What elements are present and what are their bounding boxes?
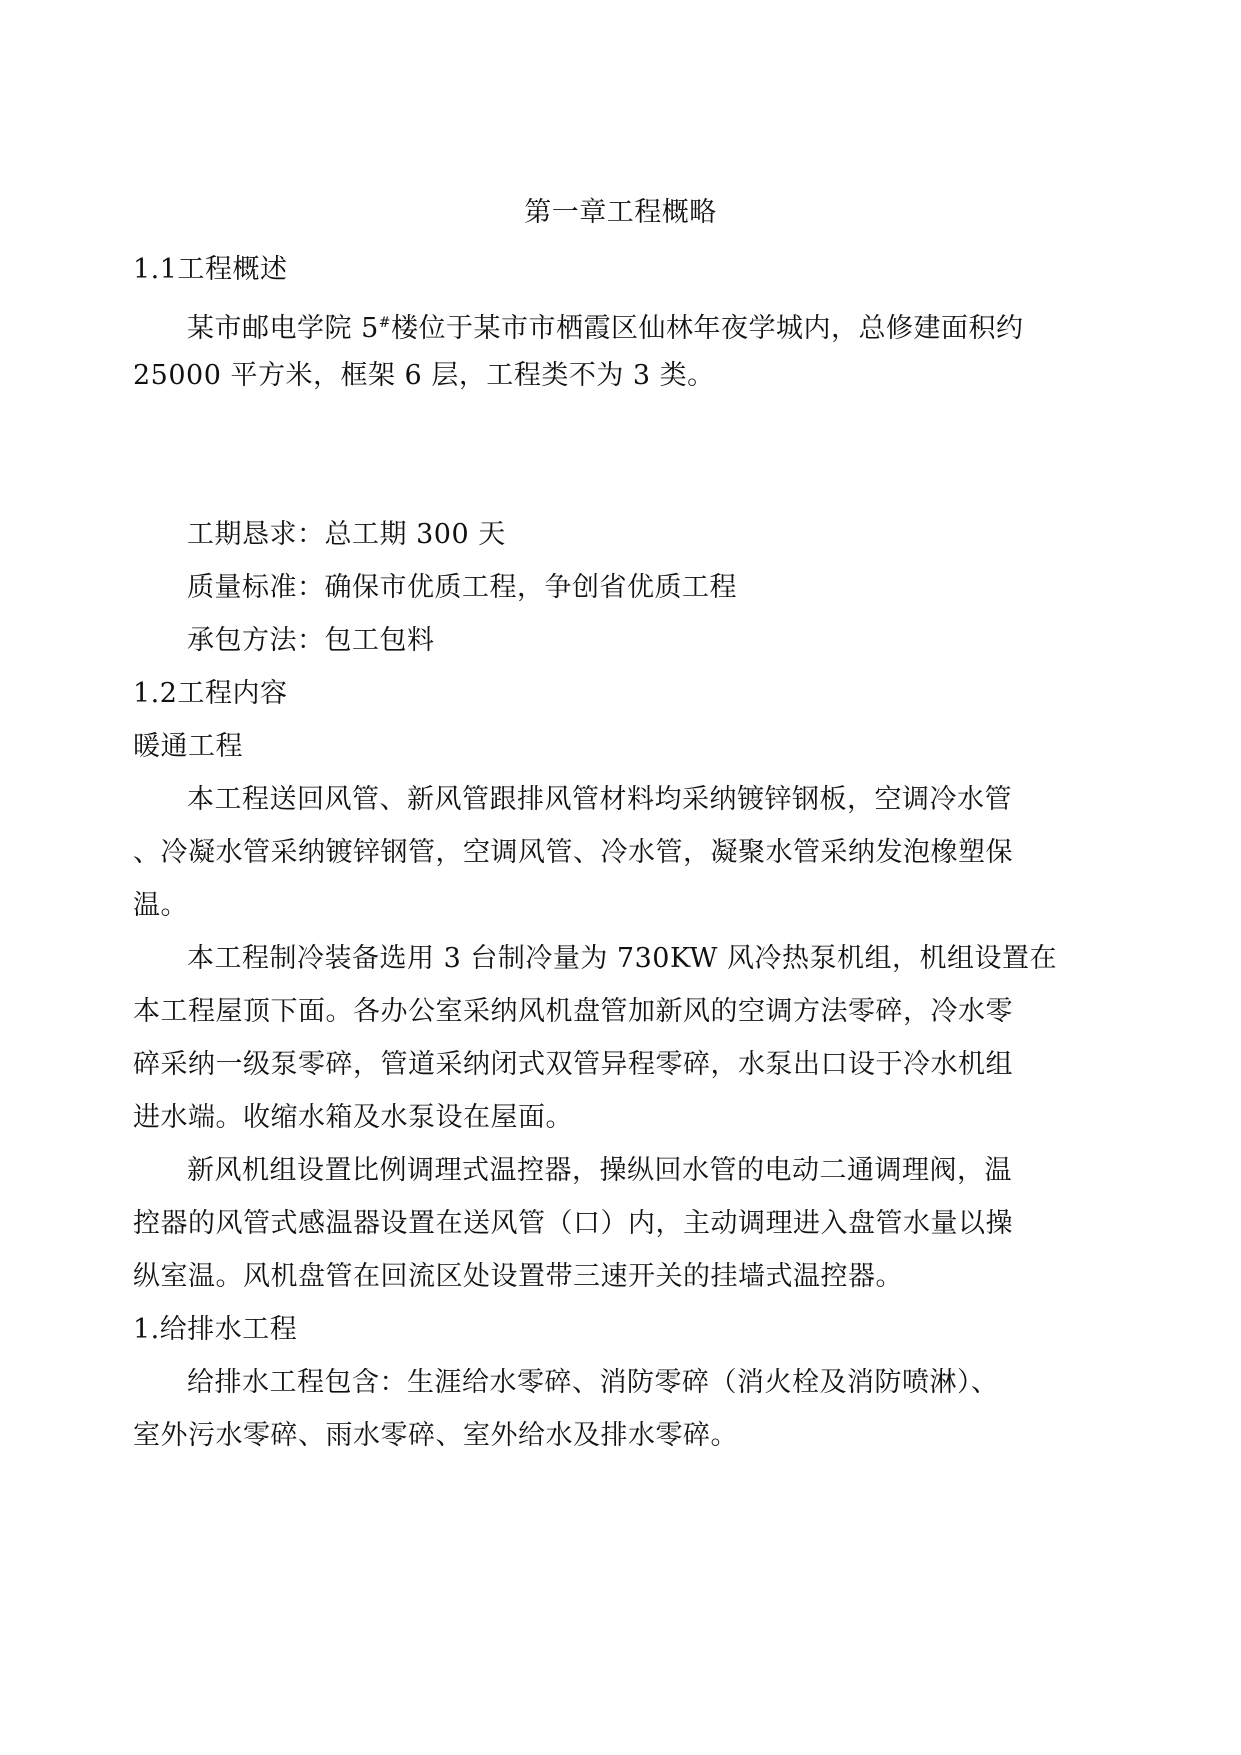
section-heading-1-1: 1.1工程概述 (133, 254, 288, 285)
hvac-paragraph-2-line-3: 碎采纳一级泵零碎，管道采纳闭式双管异程零碎，水泵出口设于冷水机组 (133, 1049, 1013, 1080)
water-supply-line-2: 室外污水零碎、雨水零碎、室外给水及排水零碎。 (133, 1420, 738, 1451)
duration-requirement: 工期恳求：总工期 300 天 (187, 519, 506, 550)
contract-method: 承包方法：包工包料 (187, 625, 435, 656)
hvac-paragraph-1-line-2: 、冷凝水管采纳镀锌钢管，空调风管、冷水管，凝聚水管采纳发泡橡塑保 (133, 837, 1013, 868)
hvac-paragraph-2-line-2: 本工程屋顶下面。各办公室采纳风机盘管加新风的空调方法零碎，冷水零 (133, 996, 1013, 1027)
chapter-title: 第一章工程概略 (524, 197, 717, 228)
hvac-paragraph-2-line-4: 进水端。收缩水箱及水泵设在屋面。 (133, 1102, 573, 1133)
hvac-paragraph-3-line-1: 新风机组设置比例调理式温控器，操纵回水管的电动二通调理阀，温 (187, 1155, 1012, 1186)
water-supply-heading: 1.给排水工程 (133, 1314, 298, 1345)
overview-paragraph-line-2: 25000 平方米，框架 6 层，工程类不为 3 类。 (133, 360, 715, 391)
hvac-paragraph-1-line-3: 温。 (133, 890, 188, 921)
hvac-paragraph-3-line-2: 控器的风管式感温器设置在送风管（口）内，主动调理进入盘管水量以操 (133, 1208, 1013, 1239)
quality-standard: 质量标准：确保市优质工程，争创省优质工程 (187, 572, 737, 603)
hvac-paragraph-1-line-1: 本工程送回风管、新风管跟排风管材料均采纳镀锌钢板，空调冷水管 (187, 784, 1012, 815)
hvac-paragraph-2-line-1: 本工程制冷装备选用 3 台制冷量为 730KW 风冷热泵机组，机组设置在 (187, 943, 1058, 974)
overview-paragraph-line-1 (187, 307, 1024, 345)
hvac-paragraph-3-line-3: 纵室温。风机盘管在回流区处设置带三速开关的挂墙式温控器。 (133, 1261, 903, 1292)
overview-superscript: # (378, 315, 391, 331)
water-supply-line-1: 给排水工程包含：生涯给水零碎、消防零碎（消火栓及消防喷淋）、 (187, 1367, 999, 1398)
overview-text-a: 某市邮电学院 5 (187, 313, 379, 344)
overview-text-b: 楼位于某市市栖霞区仙林年夜学城内，总修建面积约 (391, 313, 1024, 344)
section-heading-1-2: 1.2工程内容 (133, 678, 288, 709)
hvac-heading: 暖通工程 (133, 731, 243, 762)
